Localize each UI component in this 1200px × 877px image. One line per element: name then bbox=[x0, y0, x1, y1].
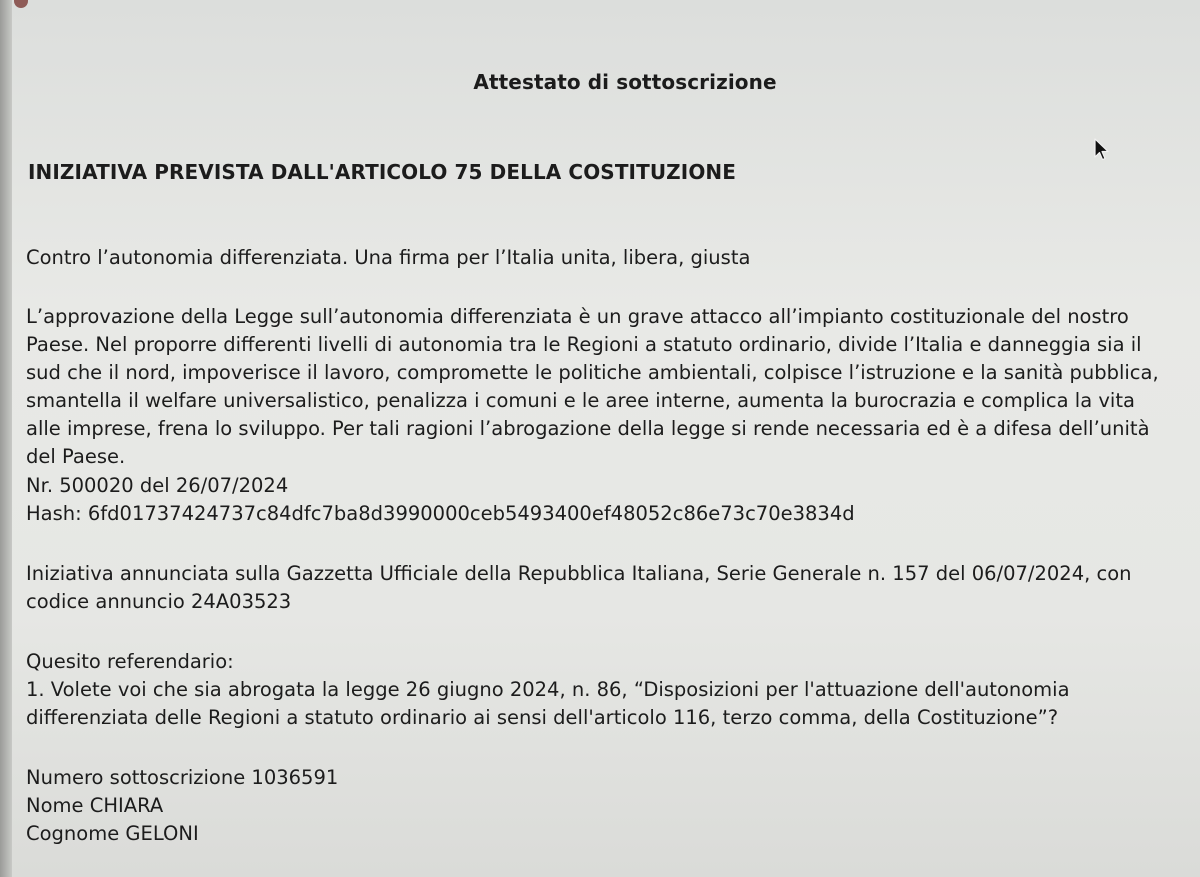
gazzetta-line-1: Iniziativa annunciata sulla Gazzetta Ufficiale della Repubblica Italiana, Serie Generale n. 157 del 06/07/2024, con bbox=[26, 562, 1132, 585]
body-line-3: sud che il nord, impoverisce il lavoro, compromette le politiche ambientali, colpisce l’istruzione e la sanità pubblica, bbox=[26, 361, 1159, 384]
initiative-heading: INIZIATIVA PREVISTA DALL'ARTICOLO 75 DELLA COSTITUZIONE bbox=[28, 160, 737, 184]
hash-value: Hash: 6fd01737424737c84dfc7ba8d3990000ceb5493400ef48052c86e73c70e3834d bbox=[26, 502, 855, 525]
quesito-line-2: differenziata delle Regioni a statuto ordinario ai sensi dell'articolo 116, terzo comma, della Costituzione”? bbox=[26, 706, 1059, 729]
registration-number: Nr. 500020 del 26/07/2024 bbox=[26, 474, 289, 497]
quesito-line-1: 1. Volete voi che sia abrogata la legge 26 giugno 2024, n. 86, “Disposizioni per l'attuazione dell'autonomia bbox=[26, 678, 1070, 701]
body-line-6: del Paese. bbox=[26, 445, 126, 468]
quesito-label: Quesito referendario: bbox=[26, 650, 234, 673]
screen-left-edge bbox=[0, 0, 12, 877]
body-line-2: Paese. Nel proporre differenti livelli di autonomia tra le Regioni a statuto ordinario, divide l’Italia e danneggia sia il bbox=[26, 333, 1142, 356]
document-title: Attestato di sottoscrizione bbox=[473, 70, 777, 94]
initiative-subtitle: Contro l’autonomia differenziata. Una firma per l’Italia unita, libera, giusta bbox=[26, 246, 751, 269]
gazzetta-line-2: codice annuncio 24A03523 bbox=[26, 590, 292, 613]
signer-last-name: Cognome GELONI bbox=[26, 822, 199, 845]
corner-emblem-fragment bbox=[14, 0, 28, 8]
subscription-number: Numero sottoscrizione 1036591 bbox=[26, 766, 339, 789]
body-line-5: alle imprese, frena lo sviluppo. Per tali ragioni l’abrogazione della legge si rende necessaria ed è a difesa dell’unità bbox=[26, 417, 1150, 440]
body-line-4: smantella il welfare universalistico, penalizza i comuni e le aree interne, aumenta la burocrazia e complica la vita bbox=[26, 389, 1135, 412]
mouse-pointer-icon bbox=[1094, 138, 1110, 162]
body-line-1: L’approvazione della Legge sull’autonomia differenziata è un grave attacco all’impianto costituzionale del nostro bbox=[26, 305, 1129, 328]
signer-first-name: Nome CHIARA bbox=[26, 794, 164, 817]
